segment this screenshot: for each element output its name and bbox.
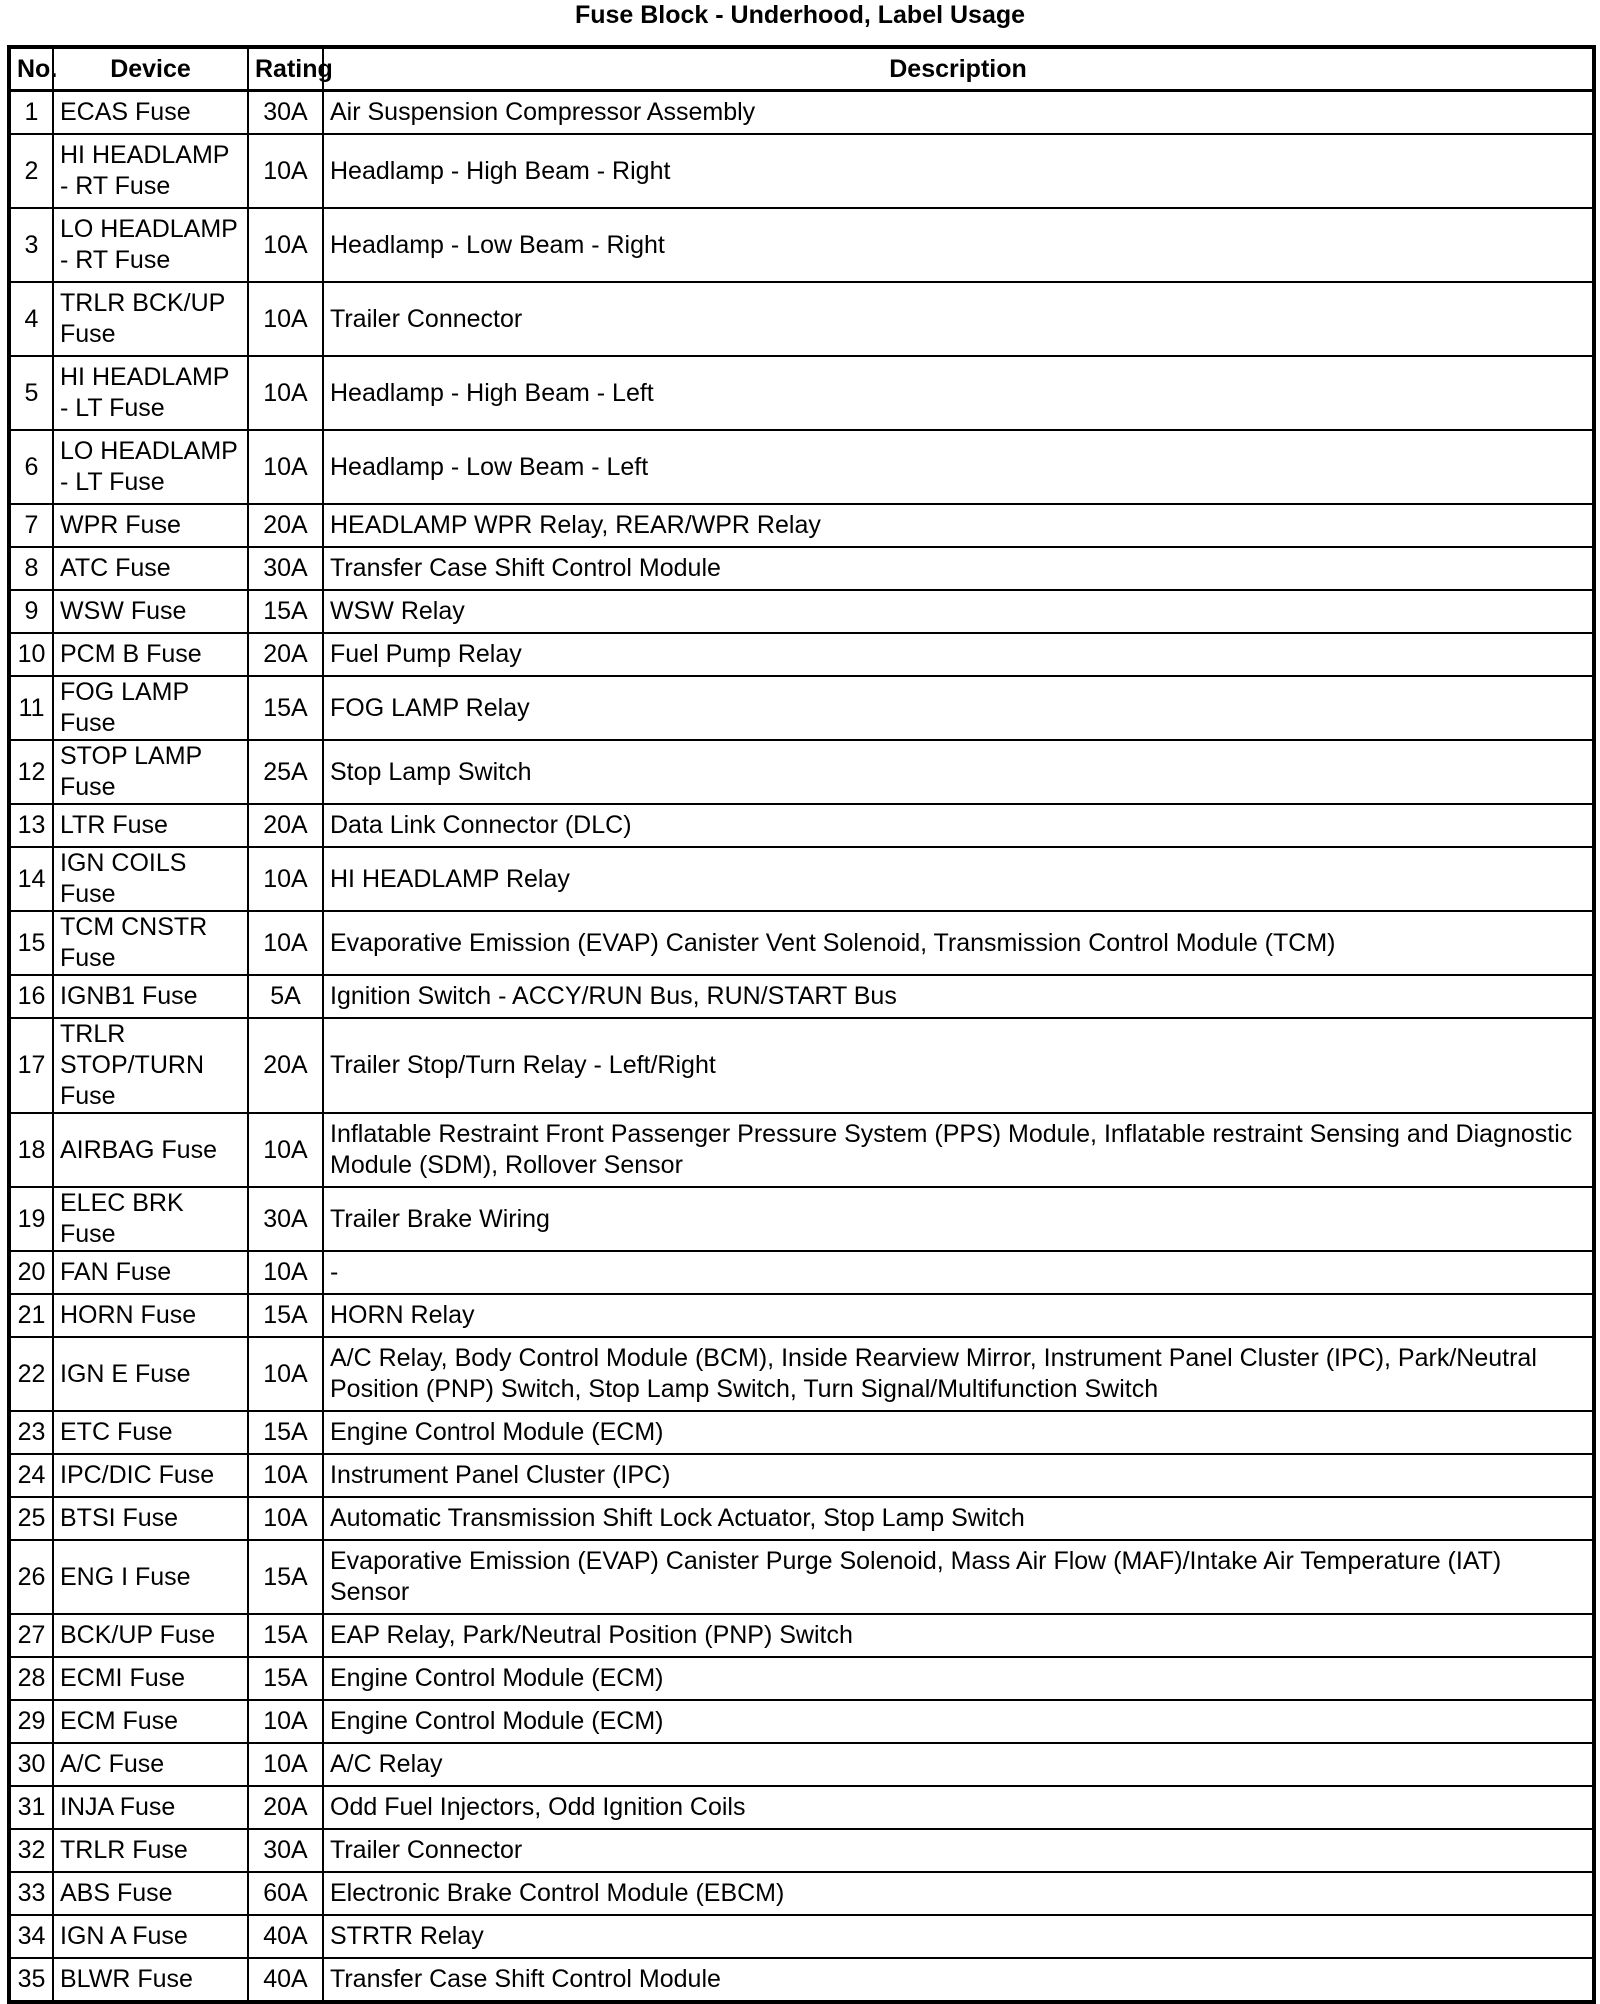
cell-no: 2 bbox=[9, 134, 53, 208]
cell-description: Transfer Case Shift Control Module bbox=[323, 1958, 1594, 2002]
cell-rating: 25A bbox=[248, 740, 323, 804]
cell-no: 5 bbox=[9, 356, 53, 430]
cell-device: ETC Fuse bbox=[53, 1411, 248, 1454]
table-row bbox=[9, 1958, 1594, 2002]
cell-rating: 15A bbox=[248, 1657, 323, 1700]
cell-device: TRLR BCK/UP Fuse bbox=[53, 282, 248, 356]
cell-no: 32 bbox=[9, 1829, 53, 1872]
cell-no: 22 bbox=[9, 1337, 53, 1411]
cell-description: Evaporative Emission (EVAP) Canister Vent Solenoid, Transmission Control Module (TCM) bbox=[323, 911, 1594, 975]
cell-rating: 10A bbox=[248, 847, 323, 911]
cell-description: Trailer Connector bbox=[323, 1829, 1594, 1872]
cell-device: WPR Fuse bbox=[53, 504, 248, 547]
cell-no: 17 bbox=[9, 1018, 53, 1113]
table-row bbox=[9, 430, 1594, 504]
cell-no: 35 bbox=[9, 1958, 53, 2002]
cell-description: HI HEADLAMP Relay bbox=[323, 847, 1594, 911]
header-device: Device bbox=[53, 47, 248, 91]
cell-rating: 30A bbox=[248, 1187, 323, 1251]
cell-rating: 10A bbox=[248, 1497, 323, 1540]
cell-device: STOP LAMP Fuse bbox=[53, 740, 248, 804]
cell-description: WSW Relay bbox=[323, 590, 1594, 633]
cell-description: Data Link Connector (DLC) bbox=[323, 804, 1594, 847]
cell-no: 18 bbox=[9, 1113, 53, 1187]
cell-description: Trailer Stop/Turn Relay - Left/Right bbox=[323, 1018, 1594, 1113]
table-row bbox=[9, 504, 1594, 547]
cell-rating: 40A bbox=[248, 1958, 323, 2002]
cell-description: Fuel Pump Relay bbox=[323, 633, 1594, 676]
table-row bbox=[9, 590, 1594, 633]
cell-description: Odd Fuel Injectors, Odd Ignition Coils bbox=[323, 1786, 1594, 1829]
cell-description: Engine Control Module (ECM) bbox=[323, 1700, 1594, 1743]
header-no: No. bbox=[9, 47, 53, 91]
cell-description: Air Suspension Compressor Assembly bbox=[323, 91, 1594, 135]
table-row bbox=[9, 1454, 1594, 1497]
cell-rating: 15A bbox=[248, 1294, 323, 1337]
table-header-row bbox=[9, 47, 1594, 91]
cell-no: 15 bbox=[9, 911, 53, 975]
cell-rating: 10A bbox=[248, 430, 323, 504]
cell-description: Trailer Brake Wiring bbox=[323, 1187, 1594, 1251]
cell-description: Headlamp - High Beam - Left bbox=[323, 356, 1594, 430]
cell-device: IPC/DIC Fuse bbox=[53, 1454, 248, 1497]
cell-rating: 10A bbox=[248, 1337, 323, 1411]
table-row bbox=[9, 1700, 1594, 1743]
cell-description: Evaporative Emission (EVAP) Canister Purge Solenoid, Mass Air Flow (MAF)/Intake Air Temperature (IAT) Sensor bbox=[323, 1540, 1594, 1614]
cell-no: 29 bbox=[9, 1700, 53, 1743]
cell-no: 33 bbox=[9, 1872, 53, 1915]
cell-description: FOG LAMP Relay bbox=[323, 676, 1594, 740]
cell-rating: 20A bbox=[248, 1786, 323, 1829]
table-row bbox=[9, 676, 1594, 740]
cell-no: 14 bbox=[9, 847, 53, 911]
cell-no: 9 bbox=[9, 590, 53, 633]
cell-device: TCM CNSTR Fuse bbox=[53, 911, 248, 975]
cell-device: BCK/UP Fuse bbox=[53, 1614, 248, 1657]
cell-rating: 10A bbox=[248, 1700, 323, 1743]
table-row bbox=[9, 282, 1594, 356]
cell-device: HI HEADLAMP - RT Fuse bbox=[53, 134, 248, 208]
cell-no: 11 bbox=[9, 676, 53, 740]
cell-rating: 20A bbox=[248, 1018, 323, 1113]
cell-rating: 15A bbox=[248, 1540, 323, 1614]
table-row bbox=[9, 1251, 1594, 1294]
table-row bbox=[9, 547, 1594, 590]
cell-no: 34 bbox=[9, 1915, 53, 1958]
table-row bbox=[9, 1614, 1594, 1657]
table-row bbox=[9, 1657, 1594, 1700]
cell-description: Automatic Transmission Shift Lock Actuator, Stop Lamp Switch bbox=[323, 1497, 1594, 1540]
cell-description: Instrument Panel Cluster (IPC) bbox=[323, 1454, 1594, 1497]
table-row bbox=[9, 1497, 1594, 1540]
cell-device: ENG I Fuse bbox=[53, 1540, 248, 1614]
table-row bbox=[9, 1786, 1594, 1829]
cell-rating: 10A bbox=[248, 134, 323, 208]
table-row bbox=[9, 1337, 1594, 1411]
cell-no: 7 bbox=[9, 504, 53, 547]
cell-rating: 15A bbox=[248, 1411, 323, 1454]
cell-rating: 60A bbox=[248, 1872, 323, 1915]
cell-rating: 40A bbox=[248, 1915, 323, 1958]
cell-rating: 10A bbox=[248, 282, 323, 356]
cell-device: ATC Fuse bbox=[53, 547, 248, 590]
cell-description: Stop Lamp Switch bbox=[323, 740, 1594, 804]
table-row bbox=[9, 975, 1594, 1018]
cell-rating: 10A bbox=[248, 356, 323, 430]
cell-description: Headlamp - High Beam - Right bbox=[323, 134, 1594, 208]
table-row bbox=[9, 740, 1594, 804]
cell-no: 23 bbox=[9, 1411, 53, 1454]
cell-rating: 20A bbox=[248, 804, 323, 847]
cell-no: 16 bbox=[9, 975, 53, 1018]
table-row bbox=[9, 1113, 1594, 1187]
cell-rating: 10A bbox=[248, 1454, 323, 1497]
cell-device: LO HEADLAMP - LT Fuse bbox=[53, 430, 248, 504]
cell-rating: 10A bbox=[248, 1113, 323, 1187]
header-rating: Rating bbox=[248, 47, 323, 91]
cell-device: HORN Fuse bbox=[53, 1294, 248, 1337]
cell-device: PCM B Fuse bbox=[53, 633, 248, 676]
table-row bbox=[9, 208, 1594, 282]
document-title: Fuse Block - Underhood, Label Usage bbox=[574, 1, 1026, 29]
cell-rating: 30A bbox=[248, 1829, 323, 1872]
fuse-table bbox=[7, 45, 1596, 2004]
table-row bbox=[9, 1411, 1594, 1454]
cell-device: IGN A Fuse bbox=[53, 1915, 248, 1958]
cell-description: EAP Relay, Park/Neutral Position (PNP) Switch bbox=[323, 1614, 1594, 1657]
cell-no: 26 bbox=[9, 1540, 53, 1614]
cell-description: Ignition Switch - ACCY/RUN Bus, RUN/START Bus bbox=[323, 975, 1594, 1018]
table-row bbox=[9, 911, 1594, 975]
cell-description: A/C Relay, Body Control Module (BCM), Inside Rearview Mirror, Instrument Panel Cluster (IPC), Park/Neutral Position (PNP) Switch, Stop Lamp Switch, Turn Signal/Multifunction Switch bbox=[323, 1337, 1594, 1411]
cell-no: 21 bbox=[9, 1294, 53, 1337]
cell-device: IGNB1 Fuse bbox=[53, 975, 248, 1018]
header-description: Description bbox=[323, 47, 1594, 91]
cell-device: ELEC BRK Fuse bbox=[53, 1187, 248, 1251]
table-body bbox=[9, 91, 1594, 2003]
table-row bbox=[9, 1743, 1594, 1786]
table-row bbox=[9, 1829, 1594, 1872]
cell-description: Inflatable Restraint Front Passenger Pressure System (PPS) Module, Inflatable restraint Sensing and Diagnostic Module (SDM), Rollover Sensor bbox=[323, 1113, 1594, 1187]
cell-no: 27 bbox=[9, 1614, 53, 1657]
cell-device: LTR Fuse bbox=[53, 804, 248, 847]
cell-device: BLWR Fuse bbox=[53, 1958, 248, 2002]
cell-device: FAN Fuse bbox=[53, 1251, 248, 1294]
cell-description: Transfer Case Shift Control Module bbox=[323, 547, 1594, 590]
cell-rating: 10A bbox=[248, 1743, 323, 1786]
cell-description: Headlamp - Low Beam - Left bbox=[323, 430, 1594, 504]
cell-device: ECAS Fuse bbox=[53, 91, 248, 135]
table-row bbox=[9, 1018, 1594, 1113]
cell-rating: 15A bbox=[248, 1614, 323, 1657]
cell-description: - bbox=[323, 1251, 1594, 1294]
table-row bbox=[9, 1294, 1594, 1337]
cell-rating: 30A bbox=[248, 91, 323, 135]
cell-rating: 30A bbox=[248, 547, 323, 590]
cell-device: WSW Fuse bbox=[53, 590, 248, 633]
cell-no: 1 bbox=[9, 91, 53, 135]
cell-no: 20 bbox=[9, 1251, 53, 1294]
table-row bbox=[9, 91, 1594, 135]
cell-no: 4 bbox=[9, 282, 53, 356]
cell-no: 30 bbox=[9, 1743, 53, 1786]
table-row bbox=[9, 633, 1594, 676]
cell-device: ECMI Fuse bbox=[53, 1657, 248, 1700]
cell-device: IGN E Fuse bbox=[53, 1337, 248, 1411]
cell-device: LO HEADLAMP - RT Fuse bbox=[53, 208, 248, 282]
table-row bbox=[9, 1187, 1594, 1251]
table-row bbox=[9, 356, 1594, 430]
cell-device: INJA Fuse bbox=[53, 1786, 248, 1829]
cell-device: ABS Fuse bbox=[53, 1872, 248, 1915]
cell-description: HEADLAMP WPR Relay, REAR/WPR Relay bbox=[323, 504, 1594, 547]
cell-device: BTSI Fuse bbox=[53, 1497, 248, 1540]
cell-device: ECM Fuse bbox=[53, 1700, 248, 1743]
cell-no: 12 bbox=[9, 740, 53, 804]
table-row bbox=[9, 1915, 1594, 1958]
cell-rating: 5A bbox=[248, 975, 323, 1018]
cell-device: HI HEADLAMP - LT Fuse bbox=[53, 356, 248, 430]
cell-no: 19 bbox=[9, 1187, 53, 1251]
cell-device: A/C Fuse bbox=[53, 1743, 248, 1786]
cell-description: STRTR Relay bbox=[323, 1915, 1594, 1958]
cell-no: 8 bbox=[9, 547, 53, 590]
cell-rating: 15A bbox=[248, 590, 323, 633]
cell-description: HORN Relay bbox=[323, 1294, 1594, 1337]
cell-rating: 20A bbox=[248, 633, 323, 676]
cell-device: TRLR STOP/TURN Fuse bbox=[53, 1018, 248, 1113]
cell-no: 24 bbox=[9, 1454, 53, 1497]
cell-device: TRLR Fuse bbox=[53, 1829, 248, 1872]
cell-no: 6 bbox=[9, 430, 53, 504]
cell-device: AIRBAG Fuse bbox=[53, 1113, 248, 1187]
cell-no: 28 bbox=[9, 1657, 53, 1700]
table-row bbox=[9, 134, 1594, 208]
table-row bbox=[9, 804, 1594, 847]
cell-no: 31 bbox=[9, 1786, 53, 1829]
table-row bbox=[9, 847, 1594, 911]
cell-no: 10 bbox=[9, 633, 53, 676]
cell-no: 13 bbox=[9, 804, 53, 847]
cell-device: IGN COILS Fuse bbox=[53, 847, 248, 911]
cell-no: 3 bbox=[9, 208, 53, 282]
cell-rating: 10A bbox=[248, 208, 323, 282]
cell-description: Electronic Brake Control Module (EBCM) bbox=[323, 1872, 1594, 1915]
cell-device: FOG LAMP Fuse bbox=[53, 676, 248, 740]
cell-rating: 15A bbox=[248, 676, 323, 740]
cell-description: Headlamp - Low Beam - Right bbox=[323, 208, 1594, 282]
cell-description: Engine Control Module (ECM) bbox=[323, 1411, 1594, 1454]
table-row bbox=[9, 1872, 1594, 1915]
cell-rating: 10A bbox=[248, 911, 323, 975]
cell-no: 25 bbox=[9, 1497, 53, 1540]
cell-rating: 20A bbox=[248, 504, 323, 547]
table-row bbox=[9, 1540, 1594, 1614]
cell-description: A/C Relay bbox=[323, 1743, 1594, 1786]
cell-description: Engine Control Module (ECM) bbox=[323, 1657, 1594, 1700]
cell-rating: 10A bbox=[248, 1251, 323, 1294]
cell-description: Trailer Connector bbox=[323, 282, 1594, 356]
